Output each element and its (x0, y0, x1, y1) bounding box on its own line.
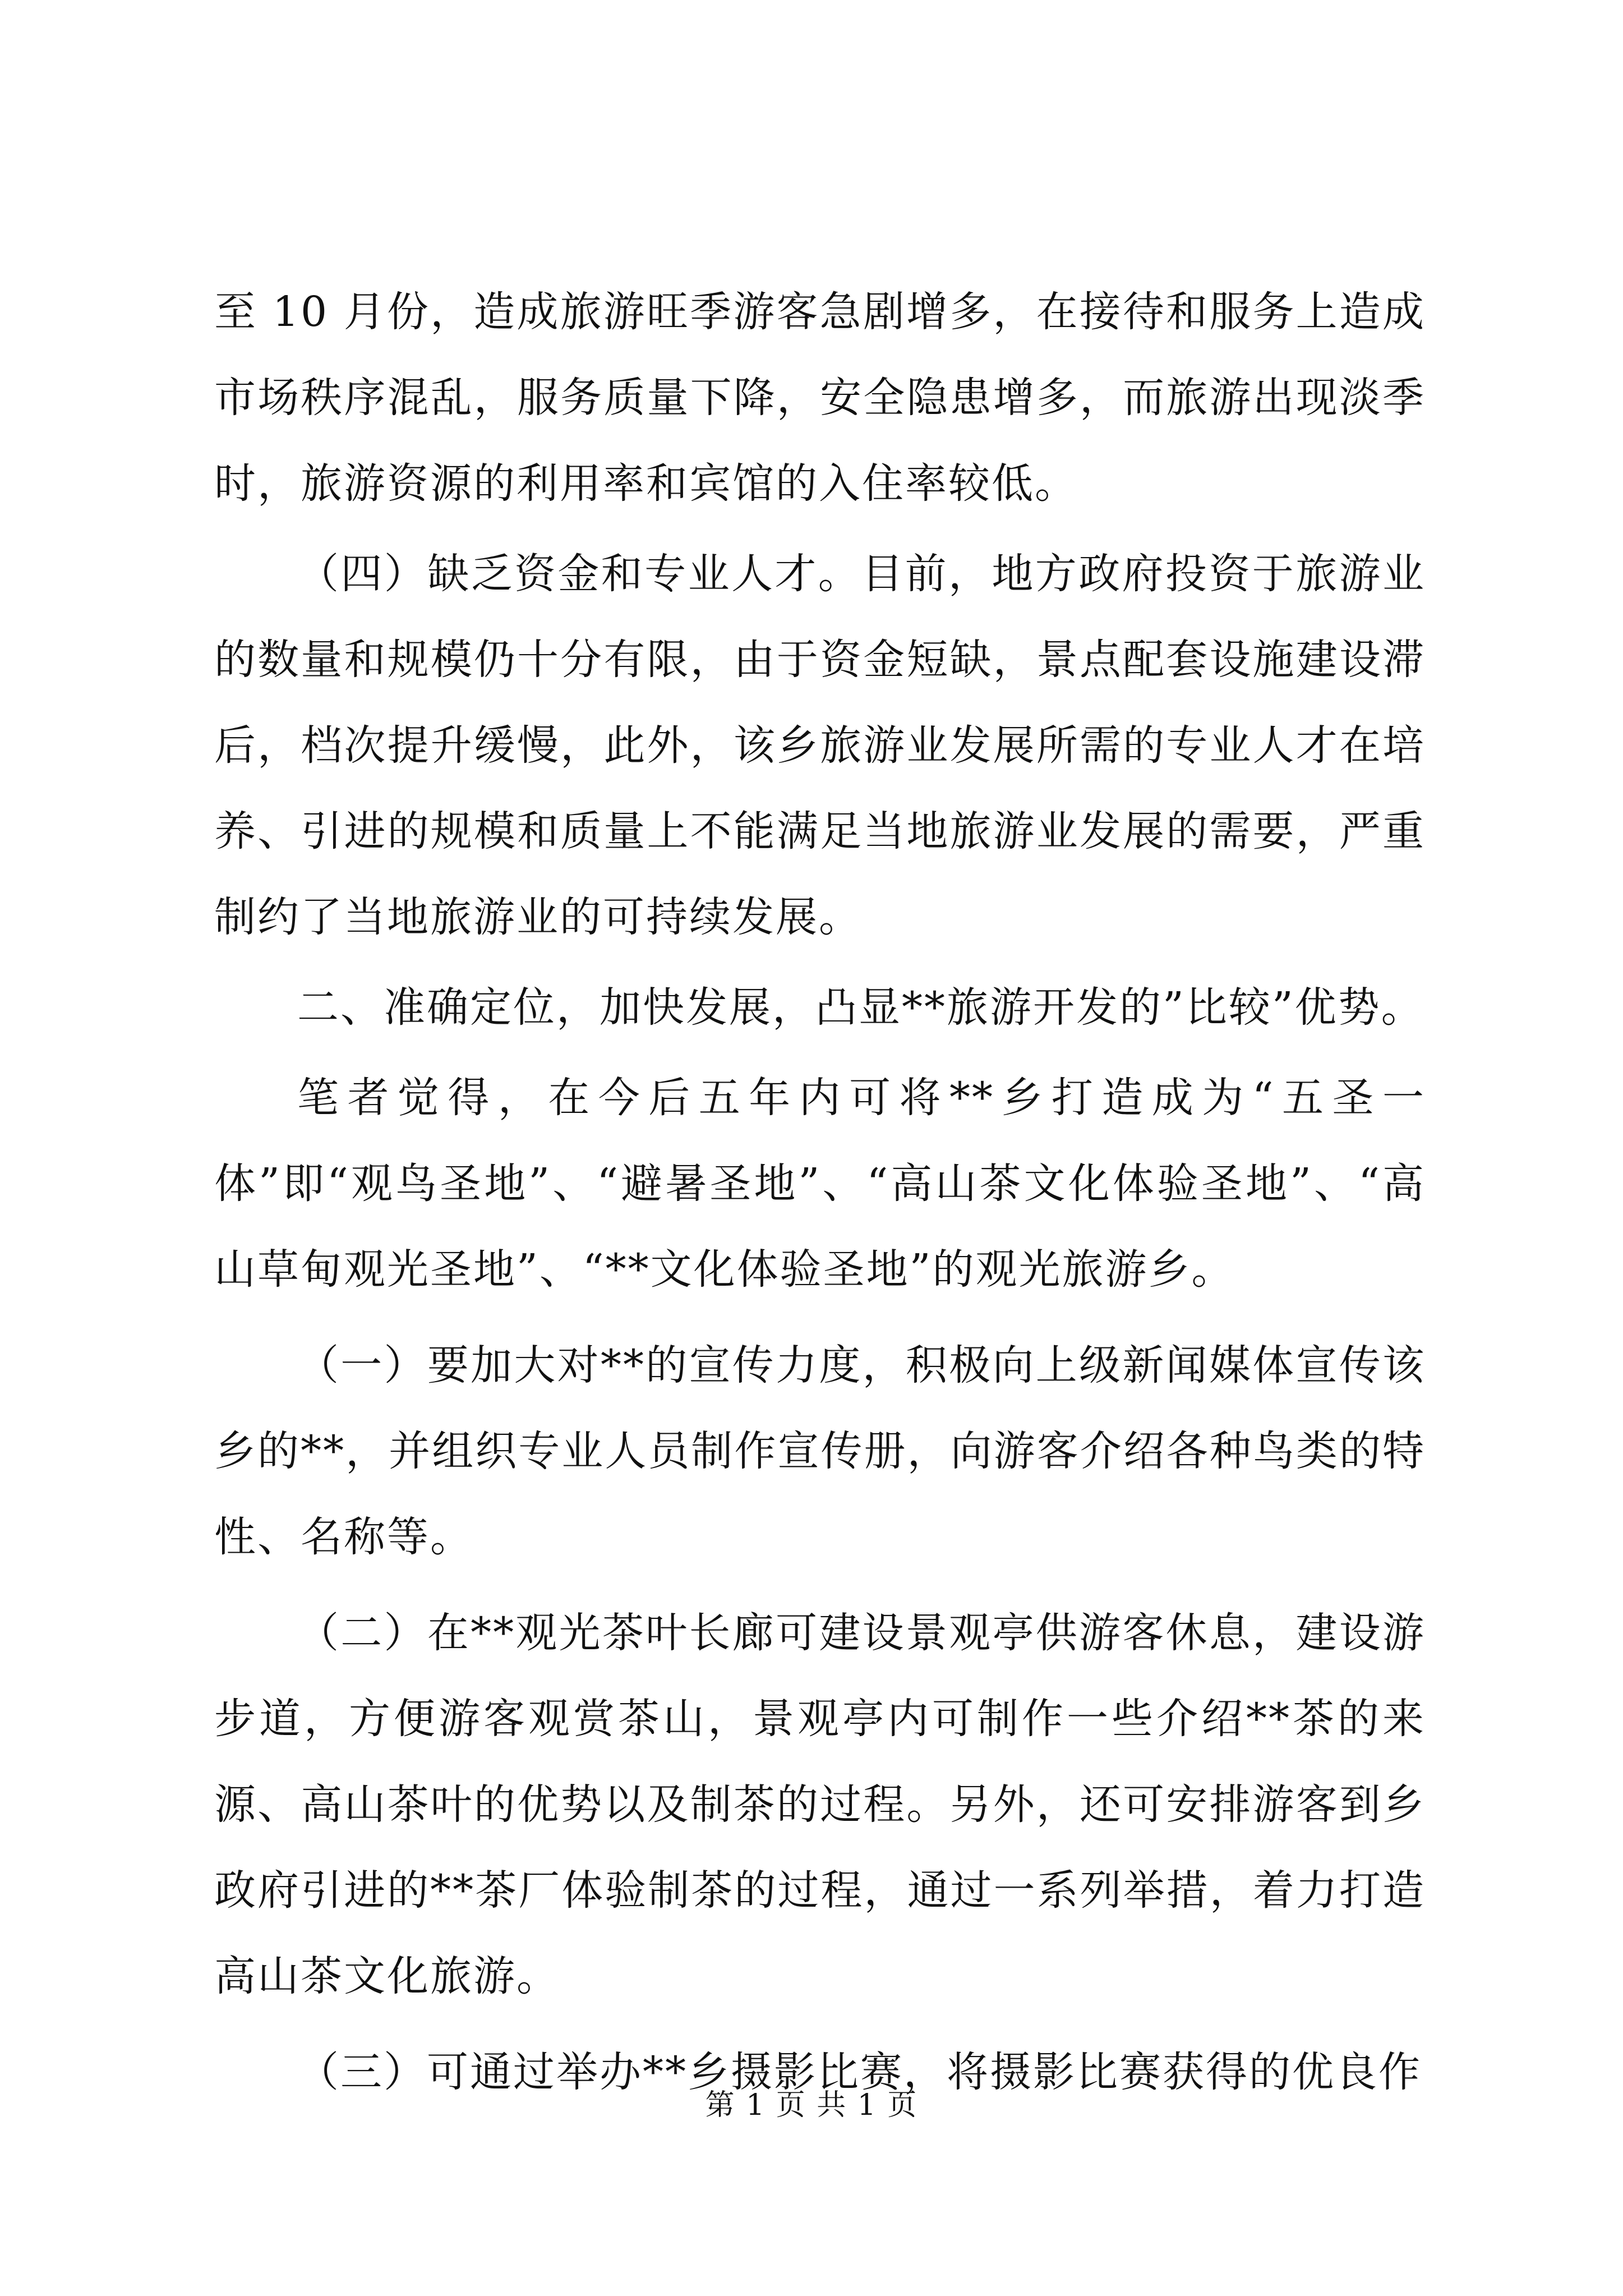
paragraph-continuation: 至 10 月份，造成旅游旺季游客急剧增多，在接待和服务上造成市场秩序混乱，服务质量下降，安全隐患增多，而旅游出现淡季时，旅游资源的利用率和宾馆的入住率较低。 (214, 288, 1426, 508)
paragraph-funding-talent: （四）缺乏资金和专业人才。目前，地方政府投资于旅游业的数量和规模仍十分有限，由于资金短缺，景点配套设施建设滞后，档次提升缓慢，此外，该乡旅游业发展所需的专业人才在培养、引进的规模和质量上不能满足当地旅游业发展的需要，严重制约了当地旅游业的可持续发展。 (214, 550, 1426, 941)
paragraph-five-sacred: 笔者觉得，在今后五年内可将**乡打造成为“五圣一体”即“观鸟圣地”、“避暑圣地”、“高山茶文化体验圣地”、“高山草甸观光圣地”、“**文化体验圣地”的观光旅游乡。 (214, 1074, 1426, 1294)
document-body (214, 269, 1426, 2115)
paragraph-tea-corridor: （二）在**观光茶叶长廊可建设景观亭供游客休息，建设游步道，方便游客观赏茶山，景观亭内可制作一些介绍**茶的来源、高山茶叶的优势以及制茶的过程。另外，还可安排游客到乡政府引进的**茶厂体验制茶的过程，通过一系列举措，着力打造高山茶文化旅游。 (214, 1609, 1426, 2000)
paragraph-photo-contest: （三）可通过举办**乡摄影比赛，将摄影比赛获得的优良作 (297, 2048, 1422, 2096)
section-heading-positioning: 二、准确定位，加快发展，凸显**旅游开发的”比较”优势。 (297, 983, 1424, 1032)
paragraph-promotion: （一）要加大对**的宣传力度，积极向上级新闻媒体宣传该乡的**，并组织专业人员制作宣传册，向游客介绍各种鸟类的特性、名称等。 (214, 1341, 1426, 1561)
page-footer: 第 1 页 共 1 页 (705, 2088, 918, 2122)
